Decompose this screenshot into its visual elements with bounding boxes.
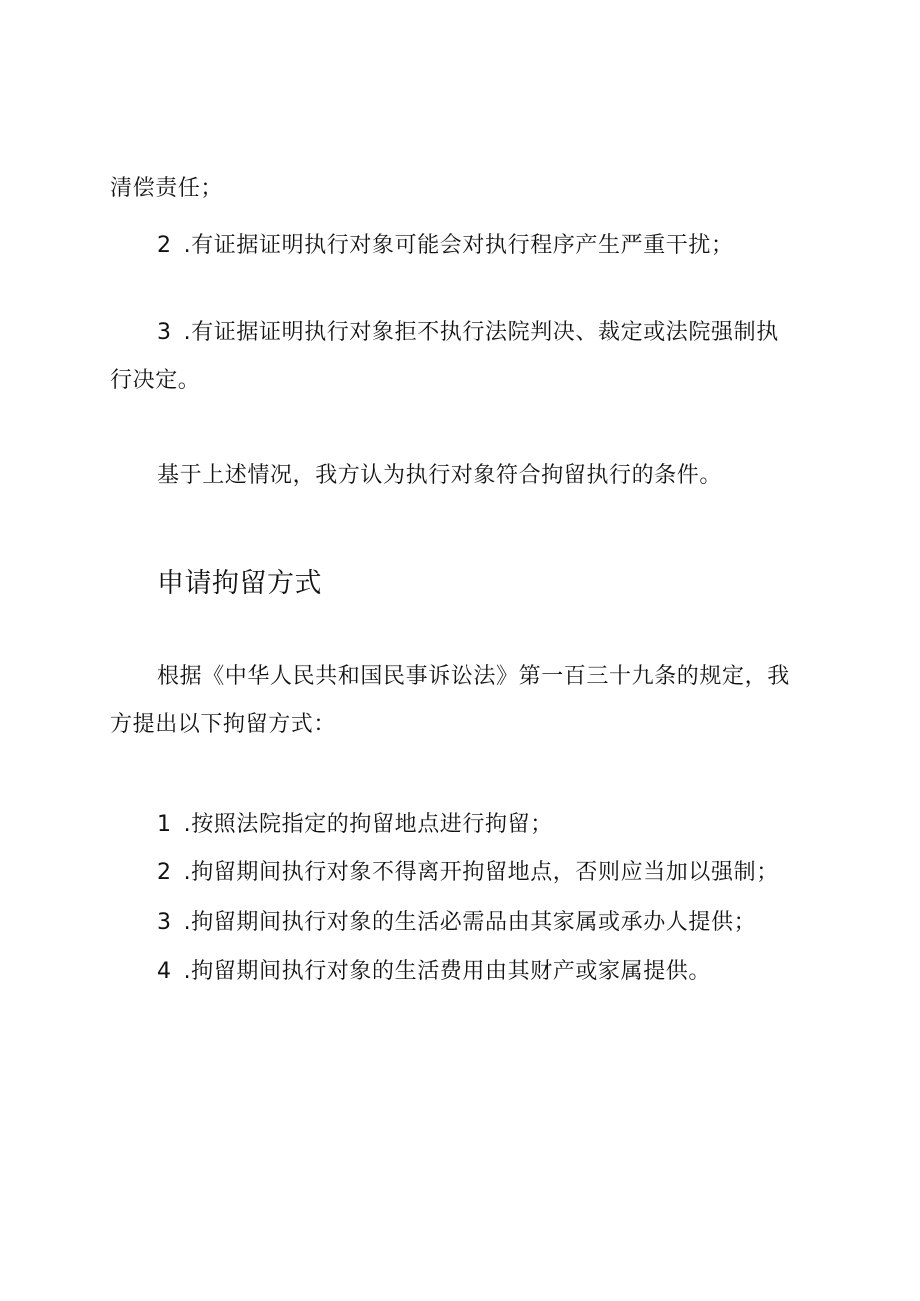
condition-number: 2 [157,233,172,258]
method-number: 3 [157,910,172,935]
method-item-4 [157,957,711,987]
method-text: .按照法院指定的拘留地点进行拘留； [183,812,553,837]
method-text: .拘留期间执行对象不得离开拘留地点，否则应当加以强制； [183,860,779,885]
method-item-1 [157,810,553,840]
condition-text: .有证据证明执行对象可能会对执行程序产生严重干扰； [183,233,734,258]
method-item-2 [157,858,779,888]
conclusion-paragraph: 基于上述情况，我方认为执行对象符合拘留执行的条件。 [157,463,723,488]
method-text: .拘留期间执行对象的生活费用由其财产或家属提供。 [183,959,712,984]
condition-text: .有证据证明执行对象拒不执行法院判决、裁定或法院强制执 [183,320,779,345]
method-text: .拘留期间执行对象的生活必需品由其家属或承办人提供； [183,910,757,935]
method-number: 2 [157,860,172,885]
intro-paragraph-line-2: 方提出以下拘留方式： [110,712,337,737]
intro-paragraph-line-1: 根据《中华人民共和国民事诉讼法》第一百三十九条的规定，我 [157,664,790,689]
paragraph-continuation: 清偿责任； [110,176,224,201]
condition-item-3 [157,318,779,348]
method-number: 1 [157,812,172,837]
condition-item-2 [157,231,734,261]
condition-item-3-continuation: 行决定。 [110,368,201,393]
method-item-3 [157,908,756,938]
section-heading: 申请拘留方式 [157,568,322,599]
condition-number: 3 [157,320,172,345]
method-number: 4 [157,959,172,984]
